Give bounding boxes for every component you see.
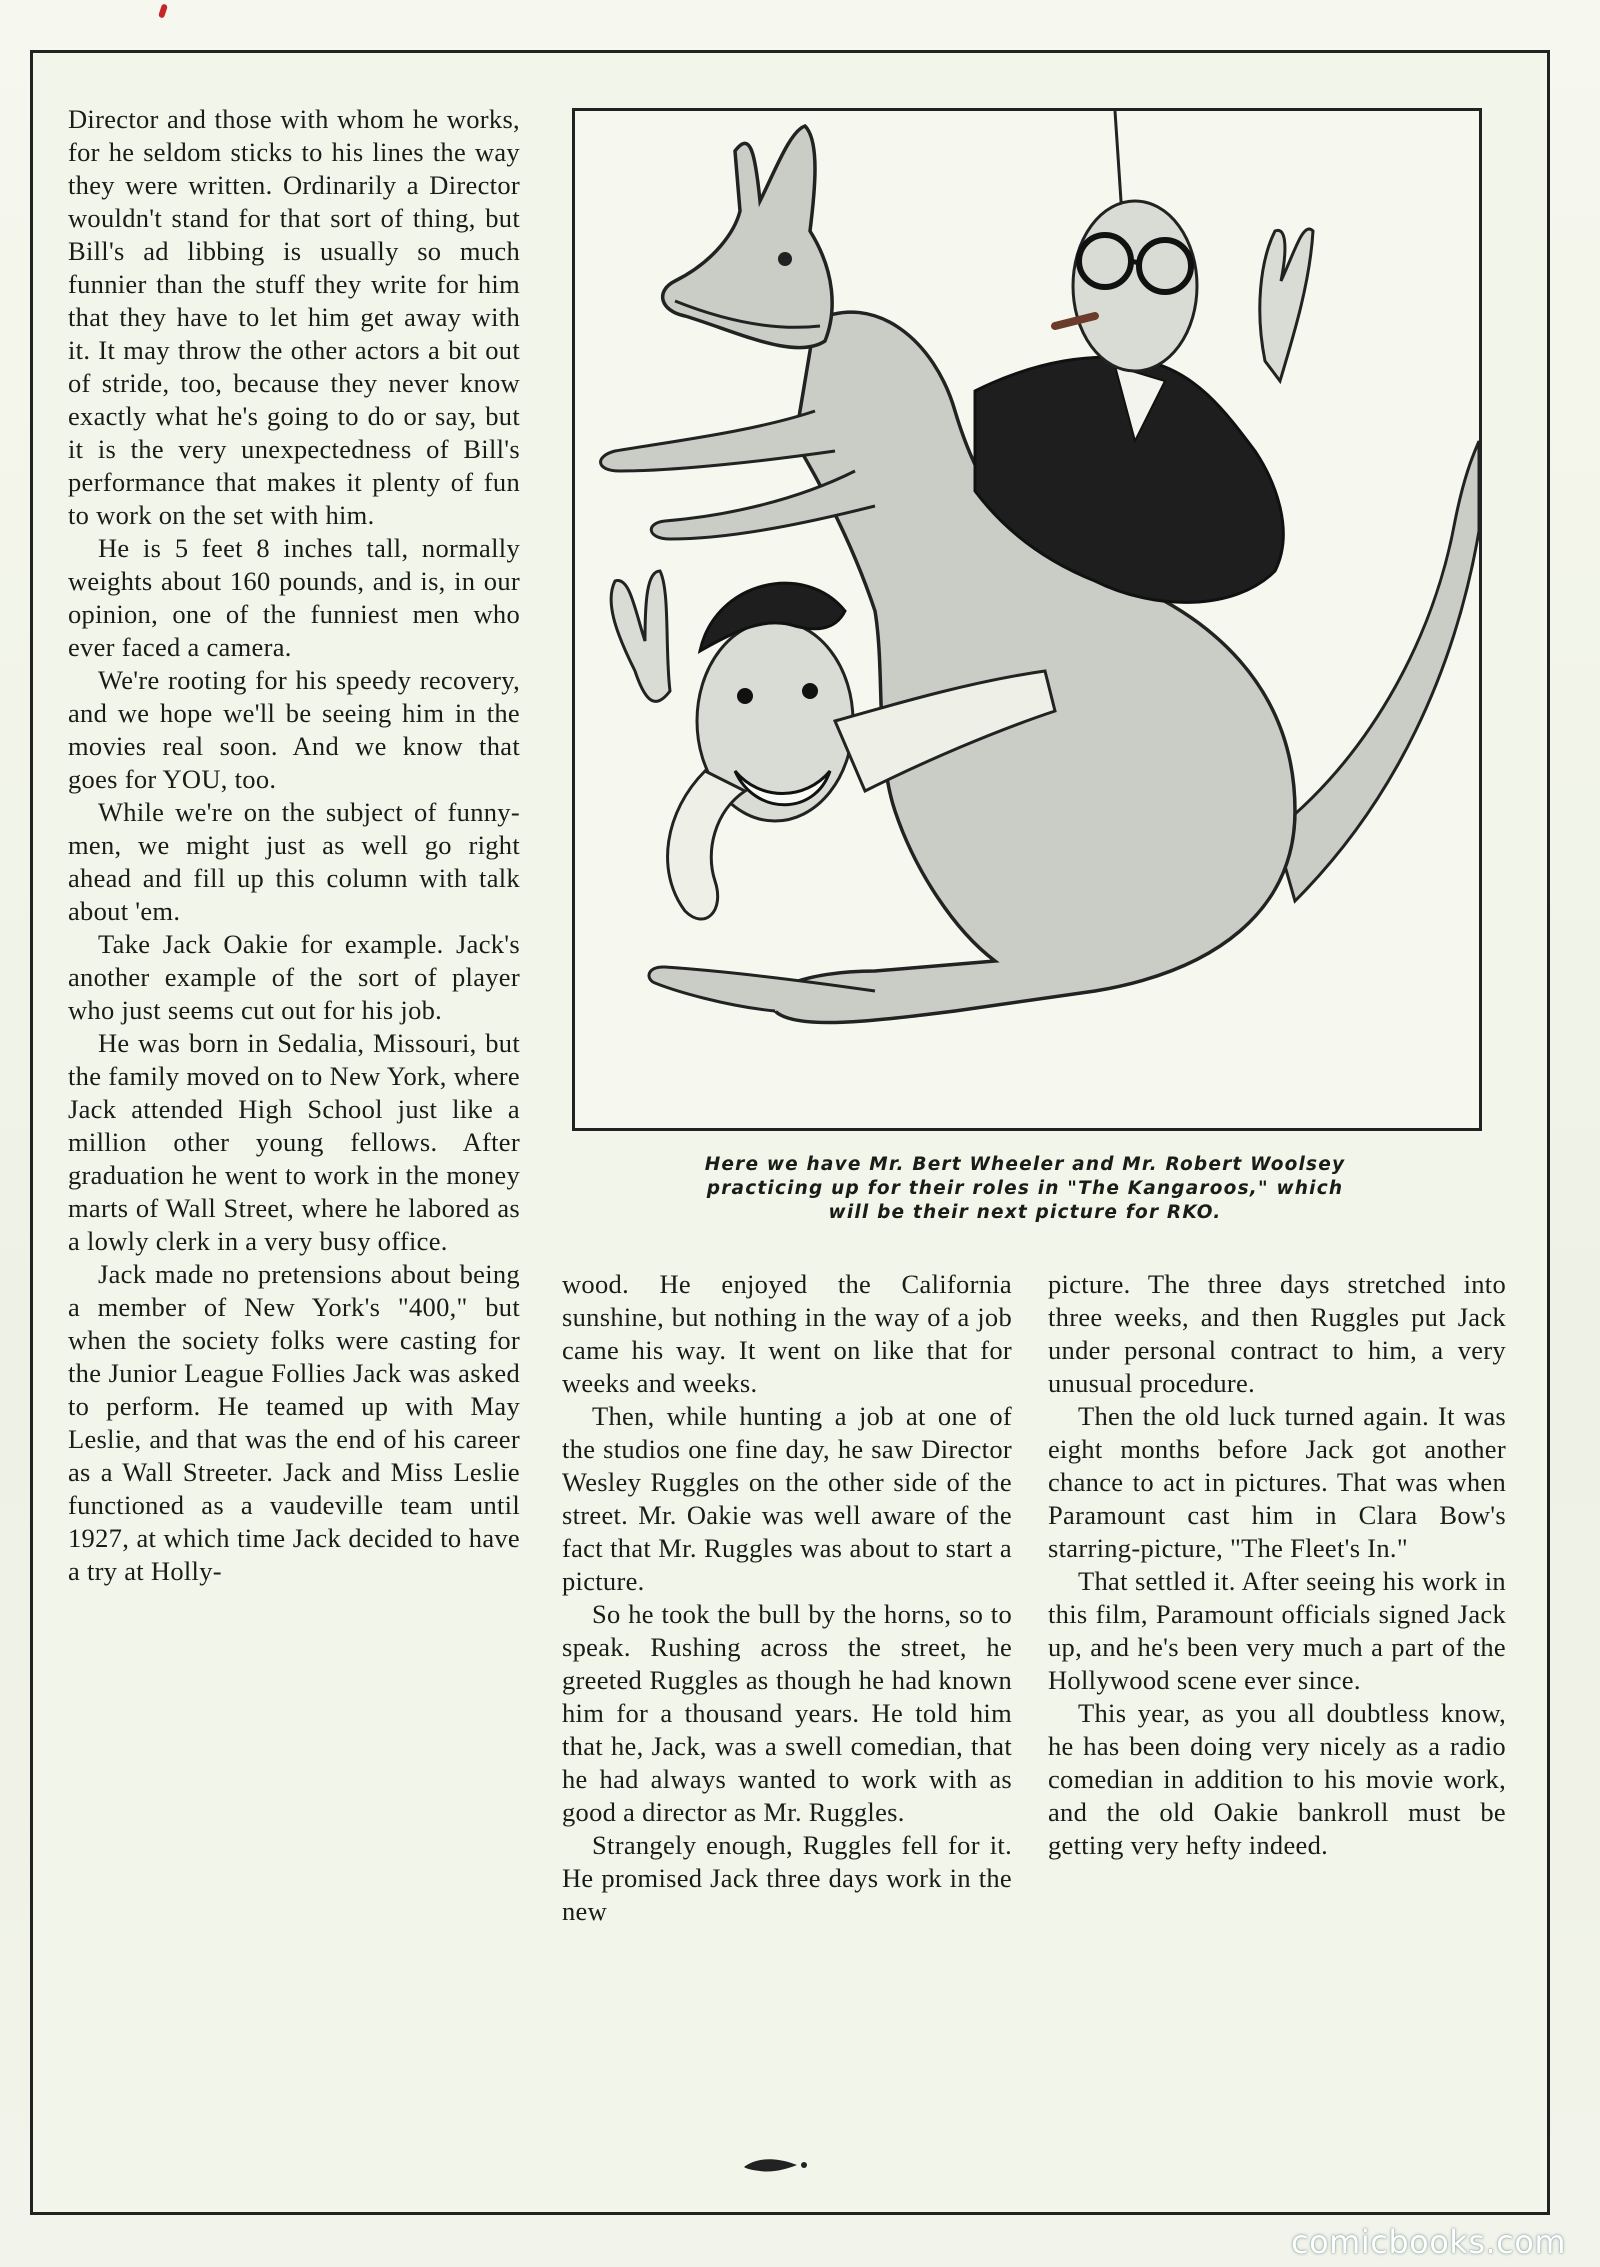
- paragraph: This year, as you all doubtless know, he has been doing very nicely as a radio comedian in addition to his movie work, and the old Oakie bankroll must be getting very hefty indeed.: [1048, 1698, 1506, 1860]
- paragraph: Then the old luck turned again. It was eight months before Jack got another chance to act in pictures. That was when Paramount cast him in Clara Bow's starring-picture, "The Fleet's In.": [1048, 1401, 1506, 1563]
- paragraph: That settled it. After seeing his work in this film, Paramount officials signed Jack up, and he's been very much a part of the Hollywood scene ever since.: [1048, 1566, 1506, 1695]
- paragraph: We're rooting for his speedy recovery, and we hope we'll be seeing him in the movies real soon. And we know that goes for YOU, too.: [68, 665, 520, 794]
- paragraph: Jack made no pretensions about being a member of New York's "400," but when the society folks were casting for the Junior League Follies Jack was asked to perform. He teamed up with May Leslie, and that was the end of his career as a Wall Streeter. Jack and Miss Leslie functioned as a vaudeville team until 1927, at which time Jack decided to have a try at Holly-: [68, 1259, 520, 1586]
- paragraph: Take Jack Oakie for example. Jack's another example of the sort of player who just seems cut out for his job.: [68, 929, 520, 1025]
- illustration-caption: [600, 1153, 1450, 1225]
- article-column-right: [1048, 1268, 1506, 1862]
- paragraph: Director and those with whom he works, for he seldom sticks to his lines the way they were written. Ordinarily a Director wouldn't stand for that sort of thing, but Bill's ad libbing is usually so much funnier than the stuff they write for him that they have to let him get away with it. It may throw the other actors a bit out of stride, too, because they never know exactly what he's going to do or say, but it is the very unexpectedness of Bill's performance that makes it plenty of fun to work on the set with him.: [68, 104, 520, 530]
- paragraph: He was born in Sedalia, Missouri, but the family moved on to New York, where Jack attended High School just like a million other young fellows. After graduation he went to work in the money marts of Wall Street, where he labored as a lowly clerk in a very busy office.: [68, 1028, 520, 1256]
- kangaroo-tail: [1275, 441, 1479, 901]
- article-column-middle: [562, 1268, 1012, 1928]
- paragraph: wood. He enjoyed the California sunshine, but nothing in the way of a job came his way. It went on like that for weeks and weeks.: [562, 1269, 1012, 1398]
- paragraph: picture. The three days stretched into three weeks, and then Ruggles put Jack under personal contract to him, a very unusual procedure.: [1048, 1269, 1506, 1398]
- page-ornament-icon: [742, 2155, 812, 2175]
- kangaroo-cartoon-drawing: [575, 111, 1479, 1128]
- watermark: comicbooks.com: [1290, 2223, 1566, 2261]
- caption-line: practicing up for their roles in "The Kangaroos," which: [706, 1178, 1344, 1199]
- kangaroo-head: [663, 126, 832, 348]
- paragraph: Strangely enough, Ruggles fell for it. He promised Jack three days work in the new: [562, 1830, 1012, 1926]
- paragraph: So he took the bull by the horns, so to speak. Rushing across the street, he greeted Ruggles as though he had known him for a thousand years. He told him that he, Jack, was a swell comedian, that he had always wanted to work with as good a director as Mr. Ruggles.: [562, 1599, 1012, 1827]
- paragraph: Then, while hunting a job at one of the studios one fine day, he saw Director Wesley Ruggles on the other side of the street. Mr. Oakie was well aware of the fact that Mr. Ruggles was about to start a picture.: [562, 1401, 1012, 1596]
- paragraph: He is 5 feet 8 inches tall, normally weights about 160 pounds, and is, in our opinion, one of the funniest men who ever faced a camera.: [68, 533, 520, 662]
- caption-line: Here we have Mr. Bert Wheeler and Mr. Robert Woolsey: [704, 1154, 1346, 1175]
- cartoon-illustration: [572, 108, 1482, 1131]
- article-column-left: [68, 103, 520, 1588]
- caption-line: will be their next picture for RKO.: [828, 1202, 1222, 1223]
- paragraph: While we're on the subject of funny-men, we might just as well go right ahead and fill up this column with talk about 'em.: [68, 797, 520, 926]
- kangaroo-arm: [601, 411, 835, 471]
